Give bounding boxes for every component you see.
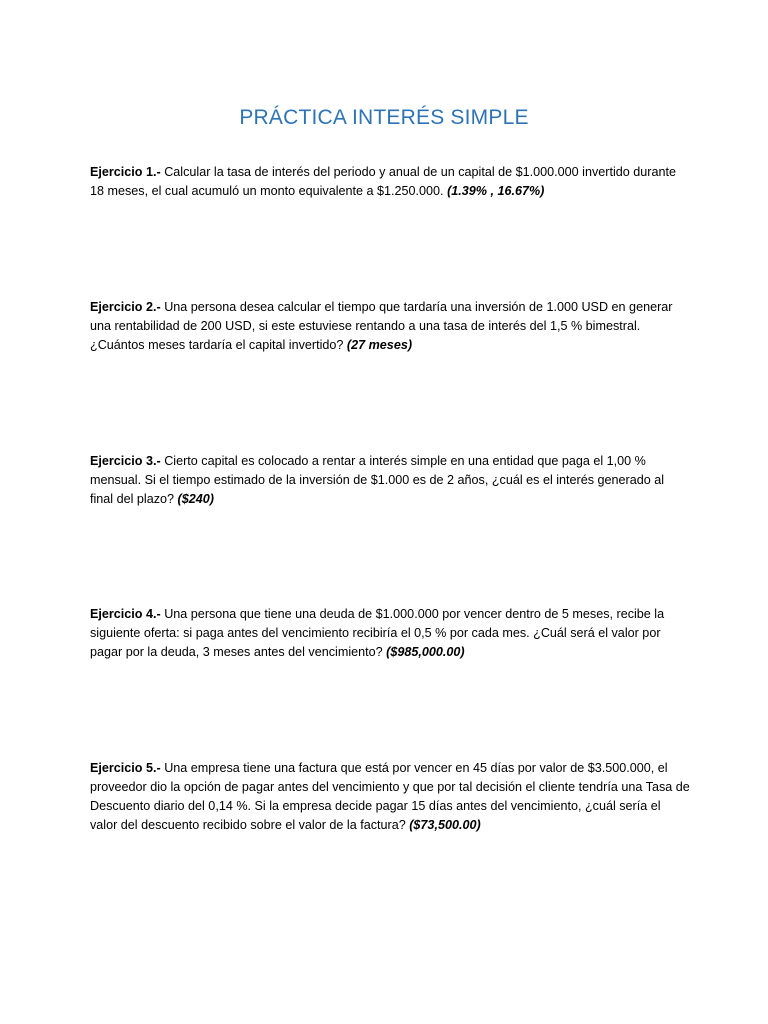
exercise-3 — [90, 452, 690, 509]
exercise-2-label: Ejercicio 2.- — [90, 300, 161, 314]
exercise-3-text: Cierto capital es colocado a rentar a interés simple en una entidad que paga el 1,00 % mensual. Si el tiempo estimado de la inversión de $1.000 es de 2 años, ¿cuál es el interés generado al final del plazo? — [90, 454, 665, 506]
exercise-5-label: Ejercicio 5.- — [90, 761, 161, 775]
exercise-3-label: Ejercicio 3.- — [90, 454, 161, 468]
exercise-4-label: Ejercicio 4.- — [90, 607, 161, 621]
exercise-1-text: Calcular la tasa de interés del periodo y anual de un capital de $1.000.000 invertido durante 18 meses, el cual acumuló un monto equivalente a $1.250.000. — [90, 165, 676, 198]
exercise-5-answer: ($73,500.00) — [409, 818, 481, 832]
exercise-3-answer: ($240) — [177, 492, 214, 506]
exercise-4-answer: ($985,000.00) — [386, 645, 465, 659]
exercise-2-answer: (27 meses) — [346, 338, 413, 352]
page-title: PRÁCTICA INTERÉS SIMPLE — [239, 106, 529, 129]
exercise-5-text: Una empresa tiene una factura que está por vencer en 45 días por valor de $3.500.000, el proveedor dio la opción de pagar antes del vencimiento y que por tal decisión el cliente tendría una Tasa de Descuento diario del 0,14 %. Si la empresa decide pagar 15 días antes del vencimiento, ¿cuál sería el valor del descuento recibido sobre el valor de la factura? — [90, 761, 690, 832]
exercise-4-text: Una persona que tiene una deuda de $1.000.000 por vencer dentro de 5 meses, recibe la siguiente oferta: si paga antes del vencimiento recibiría el 0,5 % por cada mes. ¿Cuál será el valor por pagar por la deuda, 3 meses antes del vencimiento? — [90, 607, 665, 659]
exercise-1-answer: (1.39% , 16.67%) — [447, 184, 545, 198]
exercise-1-label: Ejercicio 1.- — [90, 165, 161, 179]
exercise-4 — [90, 605, 690, 662]
exercise-5 — [90, 759, 690, 835]
exercise-2 — [90, 298, 690, 355]
exercise-2-text: Una persona desea calcular el tiempo que tardaría una inversión de 1.000 USD en generar una rentabilidad de 200 USD, si este estuviese rentando a una tasa de interés del 1,5 % bimestral. ¿Cuántos meses tardaría el capital invertido? — [90, 300, 673, 352]
exercise-1 — [90, 163, 690, 201]
